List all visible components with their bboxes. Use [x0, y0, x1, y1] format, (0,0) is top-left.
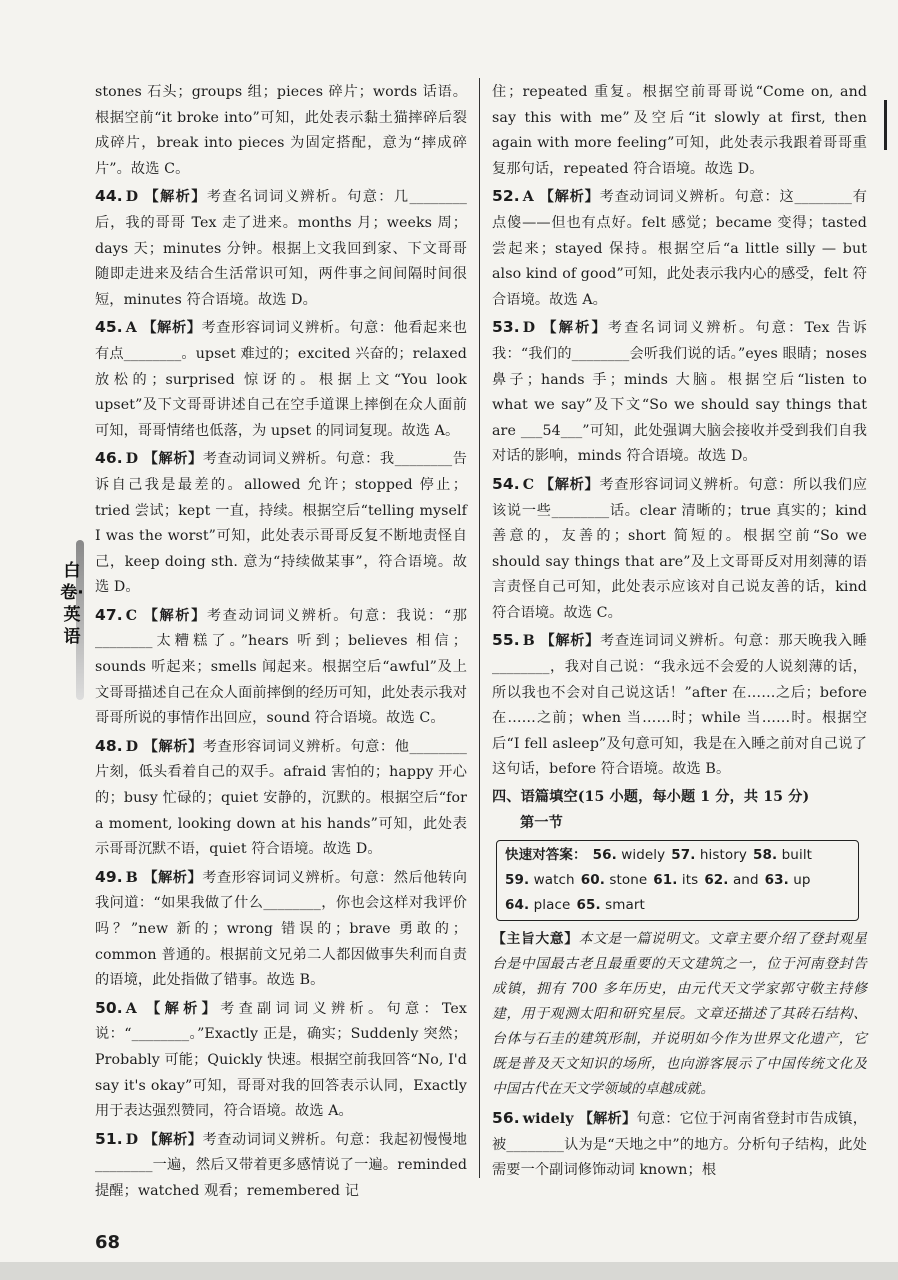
question-number: 50.: [95, 998, 123, 1017]
question-number: 46.: [95, 449, 123, 468]
page-number: 68: [95, 1232, 121, 1253]
answer-word: up: [793, 872, 811, 889]
section-title: 四、语篇填空(15 小题，每小题 1 分，共 15 分): [492, 789, 810, 806]
entry-text: 住；repeated 重复。根据空前哥哥说“Come on, and say this with me”及空后“it slowly at first, then again with more feeling”可知，此处表示我跟着哥哥重复那句话，repeated 符合语境。故选 D。: [492, 84, 867, 177]
margin-mark: [884, 100, 887, 150]
entry-text: 句意：它位于河南省登封市告成镇，被________认为是“天地之中”的地方。分析句子结构，此处需要一个副词修饰动词 known；根: [492, 1111, 867, 1179]
answer-number: 58.: [753, 847, 778, 864]
left-column: [95, 80, 467, 1207]
entry-48: [95, 734, 467, 863]
main-idea-summary: [492, 927, 867, 1102]
answer-number: 56.: [592, 847, 617, 864]
entry-text: 考查动词词义辨析。句意：我起初慢慢地________一遍，然后又带着更多感情说了一遍。reminded 提醒；watched 观看；remembered 记: [95, 1131, 467, 1199]
entry-text: 考查名词词义辨析。句意：几________后，我的哥哥 Tex 走了进来。months 月；weeks 周；days 天；minutes 分钟。根据上文我回到家、下文哥哥随即走进来及结合生活常识可知，两件事之间间隔时间很短，minutes 符合语境。故选 D。: [95, 189, 467, 308]
answer-number: 63.: [764, 872, 789, 889]
answer-tag: B 【解析】: [522, 633, 600, 650]
answer-word: smart: [605, 897, 645, 914]
entry-text: 考查形容词词义辨析。句意：他看起来也有点________。upset 难过的；excited 兴奋的；relaxed 放松的；surprised 惊讶的。根据上文“You look upset”及下文哥哥讲述自己在空手道课上摔倒在众人面前可知，哥哥情绪也低落，为 upset 的同词复现。故选 A。: [95, 320, 467, 439]
entry-text: 考查形容词词义辨析。句意：然后他转向我问道：“如果我做了什么________，你也会这样对我评价吗？”new 新的；wrong 错误的；brave 勇敢的；common 普通的。根据前文兄弟二人都因做事失利而自责的语境，此处指做了错事。故选 B。: [95, 869, 468, 989]
question-number: 53.: [492, 318, 520, 337]
bottom-edge: [0, 1262, 898, 1280]
main-idea-text: 本文是一篇说明文。文章主要介绍了登封观星台是中国最古老且最重要的天文建筑之一，位于河南登封告成镇，拥有 700 多年历史，由元代天文学家郭守敬主持修建，用于观测太阳和研究星辰。文章还描述了其砖石结构、台体与石圭的建筑形制，并说明如今作为世界文化遗产，它既是普及天文知识的场所，也向游客展示了中国传统文化及中国古代在天文学领域的卓越成就。: [492, 931, 867, 1098]
answer-number: 57.: [671, 847, 696, 864]
answer-number: 61.: [653, 872, 678, 889]
entry-44: [95, 184, 467, 313]
entry-50: [95, 996, 467, 1125]
question-number: 51.: [95, 1129, 123, 1148]
question-number: 44.: [95, 187, 123, 206]
answer-tag: D 【解析】: [125, 451, 203, 468]
main-idea-label: 【主旨大意】: [492, 931, 579, 948]
entry-text: 考查动词词义辨析。句意：这________有点傻——但也有点好。felt 感觉；became 变得；tasted 尝起来；stayed 保持。根据空后“a little silly — but also kind of good”可知，此处表示我内心的感受，felt 符合语境。故选 A。: [492, 189, 868, 308]
answer-word: watch: [533, 872, 575, 889]
answer-tag: B 【解析】: [125, 869, 203, 886]
answer-tag: D 【解析】: [125, 189, 207, 206]
question-number: 55.: [492, 631, 520, 650]
answer-number: 65.: [576, 897, 601, 914]
entry-47: [95, 603, 467, 732]
answer-word: history: [699, 847, 748, 864]
question-number: 47.: [95, 605, 123, 624]
entry-text: 考查名词词义辨析。句意：Tex 告诉我：“我们的________会听我们说的话。”eyes 眼睛；noses 鼻子；hands 手；minds 大脑。根据空后“listen to what we say”及下文“So we should say things that are ___54___”可知，此处强调大脑会接收并受到我们自我对话的影响，minds 符合语境。故选 D。: [492, 320, 867, 465]
question-number: 48.: [95, 736, 123, 755]
answer-tag: widely 【解析】: [522, 1111, 637, 1128]
subsection-title: 第一节: [520, 814, 563, 831]
question-number: 56.: [492, 1109, 520, 1128]
entry-text: 考查形容词词义辨析。句意：他________片刻，低头看着自己的双手。afraid 害怕的；happy 开心的；busy 忙碌的；quiet 安静的，沉默的。根据空后“for a moment, looking down at his hands”可知，此处表示哥哥沉默不语，quiet 符合语境。故选 D。: [95, 738, 468, 858]
answer-tag: C 【解析】: [125, 607, 207, 624]
entry-text: 考查动词词义辨析。句意：我说：“那________太糟糕了。”hears 听到；believes 相信；sounds 听起来；smells 闻起来。根据空后“awful”及上文哥哥描述自己在众人面前摔倒的经历可知，此处表示我对哥哥所说的事情作出回应，sound 符合语境。故选 C。: [95, 607, 467, 727]
entry-53: [492, 315, 867, 470]
entry-55: [492, 628, 867, 783]
entry-text: 考查连词词义辨析。句意：那天晚我入睡________，我对自己说：“我永远不会爱的人说刻薄的话，所以我也不会对自己说这话！”after 在……之后；before 在……之前；when 当……时；while 当……时。根据空后“I fell asleep”及句意可知，我是在入睡之前对自己说了这句话，before 符合语境。故选 B。: [492, 633, 867, 778]
side-tab-label: 白卷·英语: [60, 561, 84, 647]
entry-49: [95, 865, 467, 994]
answer-tag: D 【解析】: [125, 1131, 203, 1148]
answer-tag: D 【解析】: [125, 738, 203, 755]
entry-43-continued: [95, 80, 467, 182]
answer-word: its: [681, 872, 699, 889]
column-divider: [479, 78, 480, 1178]
answer-tag: A 【解析】: [125, 1000, 221, 1017]
quick-answer-label: 快速对答案：: [505, 847, 587, 864]
entry-46: [95, 446, 467, 601]
quick-answer-box: [496, 840, 859, 921]
question-number: 49.: [95, 867, 123, 886]
entry-45: [95, 315, 467, 444]
entry-51-continued: [492, 80, 867, 182]
answer-word: built: [781, 847, 813, 864]
question-number: 45.: [95, 318, 123, 337]
entry-52: [492, 184, 867, 313]
answer-number: 62.: [704, 872, 729, 889]
answer-number: 59.: [505, 872, 530, 889]
entry-56: [492, 1106, 867, 1184]
answer-word: stone: [609, 872, 648, 889]
entry-text: 考查副词词义辨析。句意：Tex 说：“________。”Exactly 正是，确实；Suddenly 突然；Probably 可能；Quickly 快速。根据空前我回答“No, I'd say it's okay”可知，哥哥对我的回答表示认同，Exactly 用于表达强烈赞同，符合语境。故选 A。: [95, 1000, 467, 1120]
answer-tag: A 【解析】: [522, 189, 600, 206]
answer-word: widely: [621, 847, 666, 864]
answer-tag: C 【解析】: [522, 476, 600, 493]
answer-number: 60.: [580, 872, 605, 889]
right-column: [492, 80, 867, 1186]
answer-tag: D 【解析】: [522, 320, 608, 337]
answer-word: place: [533, 897, 571, 914]
entry-54: [492, 472, 867, 627]
entry-text: 考查动词词义辨析。句意：我________告诉自己我是最差的。allowed 允许；stopped 停止；tried 尝试；kept 一直，持续。根据空后“telling myself I was the worst”可知，此处表示哥哥反复不断地责怪自己，keep doing sth. 意为“持续做某事”，符合语境。故选 D。: [95, 451, 468, 596]
question-number: 54.: [492, 474, 520, 493]
question-number: 52.: [492, 187, 520, 206]
answer-number: 64.: [505, 897, 530, 914]
entry-text: 考查形容词词义辨析。句意：所以我们应该说一些________话。clear 清晰的；true 真实的；kind 善意的，友善的；short 简短的。根据空前“So we should say things that are”及上文哥哥反对用刻薄的语言责怪自己可知，此处表示应该对自己说友善的话，kind 符合语境。故选 C。: [492, 476, 867, 621]
answer-word: and: [732, 872, 759, 889]
answer-tag: A 【解析】: [125, 320, 202, 337]
entry-text: stones 石头；groups 组；pieces 碎片；words 话语。根据空前“it broke into”可知，此处表示黏土猫摔碎后裂成碎片，break into pieces 为固定搭配，意为“摔成碎片”。故选 C。: [95, 84, 467, 177]
entry-51: [95, 1127, 467, 1205]
